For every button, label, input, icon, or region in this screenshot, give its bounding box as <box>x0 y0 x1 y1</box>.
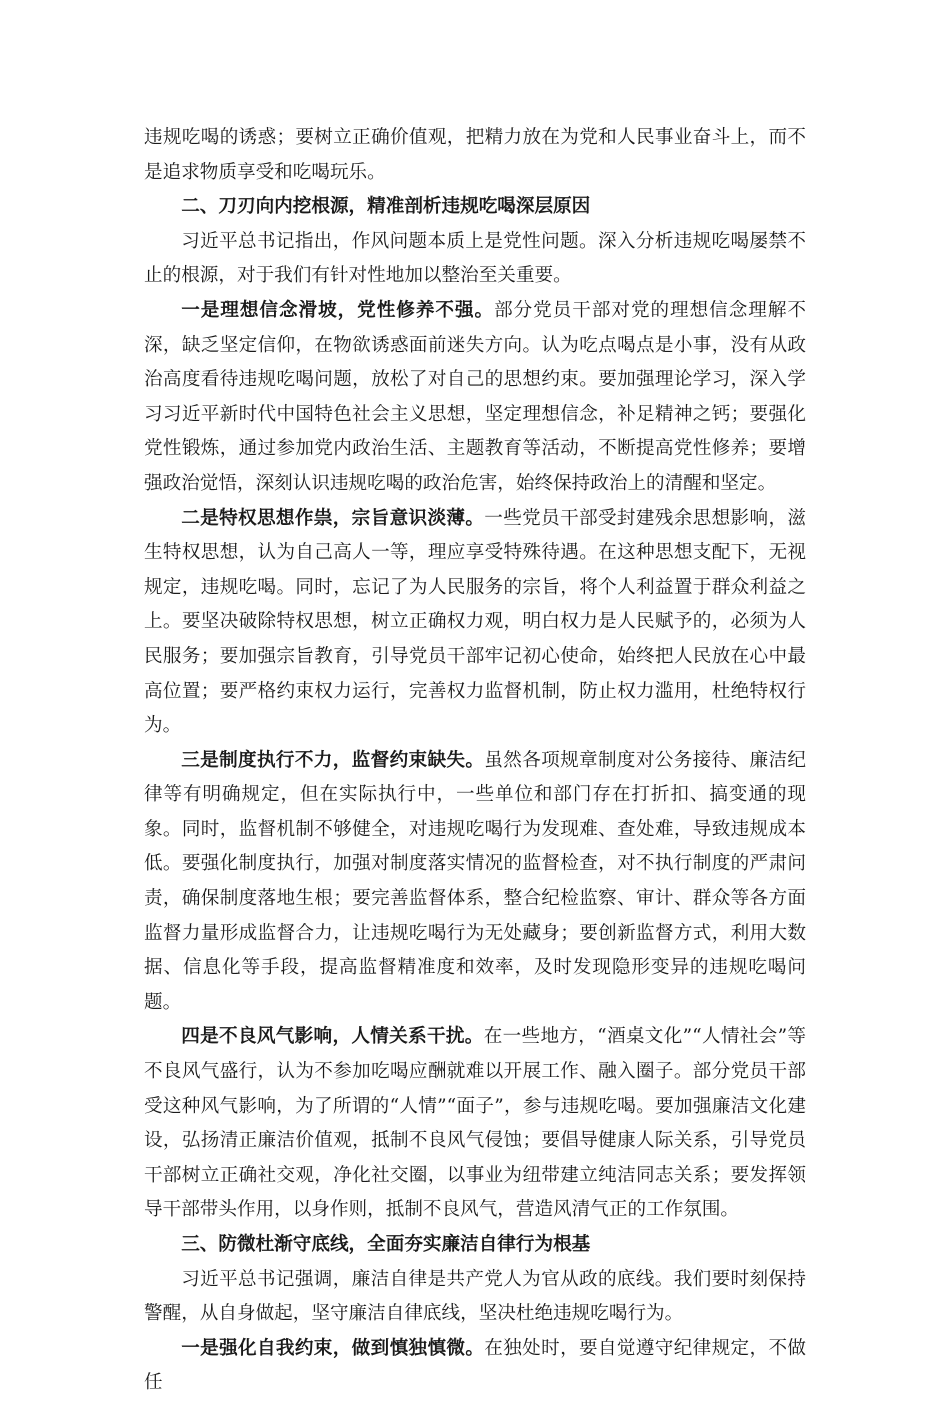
point-paragraph-system <box>144 744 806 1021</box>
section-intro-2: 习近平总书记指出，作风问题本质上是党性问题。深入分析违规吃喝屡禁不止的根源，对于我们有针对性地加以整治至关重要。 <box>144 230 806 287</box>
point-paragraph-culture <box>144 1020 806 1228</box>
paragraph-continuation: 违规吃喝的诱惑；要树立正确价值观，把精力放在为党和人民事业奋斗上，而不是追求物质享受和吃喝玩乐。 <box>144 127 806 183</box>
point-paragraph-ideals <box>144 294 806 502</box>
point-text: 虽然各项规章制度对公务接待、廉洁纪律等有明确规定，但在实际执行中，一些单位和部门存在打折扣、搞变通的现象。同时，监督机制不够健全，对违规吃喝行为发现难、查处难，导致违规成本低。要强化制度执行，加强对制度落实情况的监督检查，对不执行制度的严肃问责，确保制度落地生根；要完善监督体系，整合纪检监察、审计、群众等各方面监督力量形成监督合力，让违规吃喝行为无处藏身；要创新监督方式，利用大数据、信息化等手段，提高监督精准度和效率，及时发现隐形变异的违规吃喝问题。 <box>144 749 806 1013</box>
point-lead: 四是不良风气影响，人情关系干扰。 <box>181 1026 484 1048</box>
point-text: 在独处时，要自觉遵守纪律规定，不做任 <box>144 1337 806 1394</box>
point-lead: 二是特权思想作祟，宗旨意识淡薄。 <box>181 507 485 529</box>
point-text: 一些党员干部受封建残余思想影响，滋生特权思想，认为自己高人一等，理应享受特殊待遇。在这种思想支配下，无视规定，违规吃喝。同时，忘记了为人民服务的宗旨，将个人利益置于群众利益之上。要坚决破除特权思想，树立正确权力观，明白权力是人民赋予的，必须为人民服务；要加强宗旨教育，引导党员干部牢记初心使命，始终把人民放在心中最高位置；要严格约束权力运行，完善权力监督机制，防止权力滥用，杜绝特权行为。 <box>144 507 806 737</box>
section-heading-2: 二、刀刃向内挖根源，精准剖析违规吃喝深层原因 <box>181 196 591 218</box>
point-text: 在一些地方，“酒桌文化”“人情社会”等不良风气盛行，认为不参加吃喝应酬就难以开展工作、融入圈子。部分党员干部受这种风气影响，为了所谓的“人情”“面子”，参与违规吃喝。要加强廉洁文化建设，弘扬清正廉洁价值观，抵制不良风气侵蚀；要倡导健康人际关系，引导党员干部树立正确社交观，净化社交圈，以事业为纽带建立纯洁同志关系；要发挥领导干部带头作用，以身作则，抵制不良风气，营造风清气正的工作氛围。 <box>144 1026 806 1221</box>
point-lead: 一是理想信念滑坡，党性修养不强。 <box>181 299 495 321</box>
section-heading-3: 三、防微杜渐守底线，全面夯实廉洁自律行为根基 <box>181 1234 591 1255</box>
point-paragraph-privilege <box>144 502 806 744</box>
point-paragraph-self-discipline <box>144 1332 806 1401</box>
point-lead: 一是强化自我约束，做到慎独慎微。 <box>181 1337 485 1359</box>
section-intro-3: 习近平总书记强调，廉洁自律是共产党人为官从政的底线。我们要时刻保持警醒，从自身做起，坚守廉洁自律底线，坚决杜绝违规吃喝行为。 <box>144 1268 806 1325</box>
point-lead: 三是制度执行不力，监督约束缺失。 <box>181 749 485 771</box>
document-body <box>144 121 806 1401</box>
point-text: 部分党员干部对党的理想信念理解不深，缺乏坚定信仰，在物欲诱惑面前迷失方向。认为吃点喝点是小事，没有从政治高度看待违规吃喝问题，放松了对自己的思想约束。要加强理论学习，深入学习习近平新时代中国特色社会主义思想，坚定理想信念，补足精神之钙；要强化党性锻炼，通过参加党内政治生活、主题教育等活动，不断提高党性修养；要增强政治觉悟，深刻认识违规吃喝的政治危害，始终保持政治上的清醒和坚定。 <box>144 299 806 494</box>
